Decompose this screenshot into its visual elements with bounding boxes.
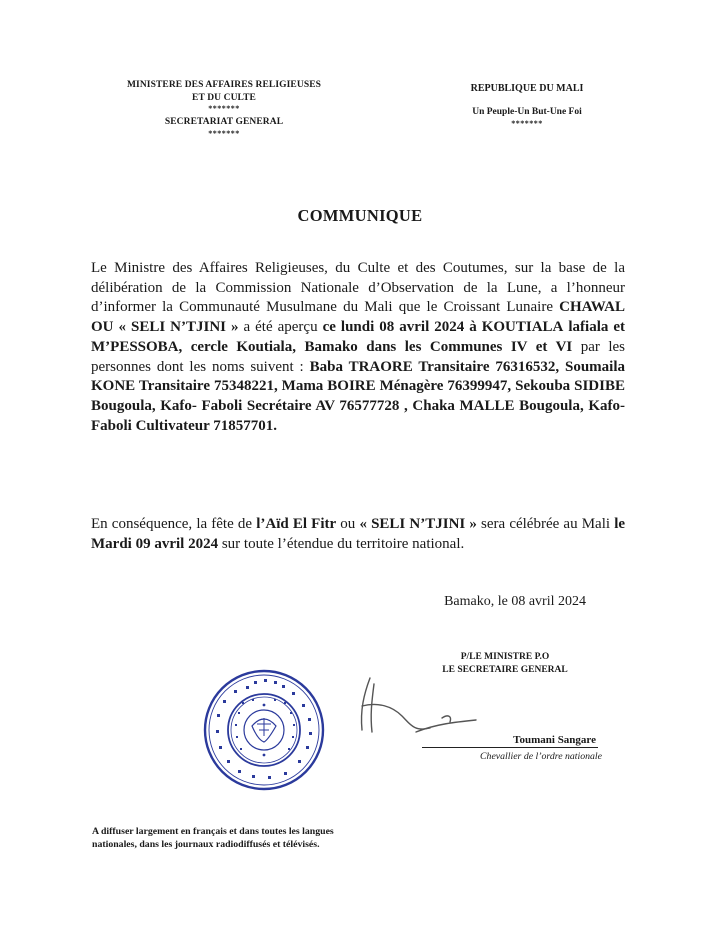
p1-moon-name: CHAWAL OU « SELI N’TJINI » <box>91 299 625 336</box>
p1-persons-list: Baba TRAORE Transitaire 76316532, Soumaila KONE Transitaire 75348221, Mama BOIRE Ménagère 76399947, Sekouba SIDIBE Bougoula, Kafo- Faboli Secrétaire AV 76577728 , Chaka MALLE Bougoula, Kafo- Faboli Cultivateur 71857701. <box>91 358 625 434</box>
motto-stars: ******* <box>511 119 543 128</box>
p2-or: ou <box>340 516 356 532</box>
ministry-name-line1: MINISTERE DES AFFAIRES RELIGIEUSES <box>126 80 322 90</box>
place-and-date: Bamako, le 08 avril 2024 <box>444 594 586 609</box>
republic-header <box>418 82 636 128</box>
republic-name: REPUBLIQUE DU MALI <box>470 83 584 94</box>
official-stamp <box>202 668 326 792</box>
document-title: COMMUNIQUE <box>297 206 423 225</box>
p1-day-place: ce lundi 08 avril 2024 à KOUTIALA <box>322 319 564 336</box>
communique-paragraph-1 <box>91 259 625 436</box>
signatory-line1: P/LE MINISTRE P.O <box>460 652 550 662</box>
distribution-note: A diffuser largement en français et dans toutes les langues nationales, dans les journaux radiodiffusés et télévisés. <box>92 826 334 850</box>
ministry-header <box>78 79 370 138</box>
secretariat-stars: ******* <box>208 128 240 138</box>
signer-distinction: Chevallier de l’ordre nationale <box>480 751 602 762</box>
signature-underline <box>422 747 598 748</box>
p2-feast: l’Aïd El Fitr <box>256 516 337 532</box>
secretariat-label: SECRETARIAT GENERAL <box>164 117 284 128</box>
p1-seen: a été aperçu <box>243 319 318 336</box>
communique-paragraph-2 <box>91 515 625 554</box>
p2-date: le Mardi 09 avril 2024 <box>91 516 626 552</box>
p1-intro: Le Ministre des Affaires Religieuses, du Culte et des Coutumes, sur la base de la délibération de la Commission Nationale d’Observation de la Lune, a l’honneur d’informer la Communauté Musulmane du Mali que le Croissant Lunaire <box>91 260 625 316</box>
ministry-name-line2: ET DU CULTE <box>192 92 256 103</box>
national-motto: Un Peuple-Un But-Une Foi <box>472 107 582 117</box>
signatory-line2: LE SECRETAIRE GENERAL <box>442 665 568 675</box>
ministry-stars: ******* <box>208 104 240 114</box>
p2-end: sur toute l’étendue du territoire national. <box>221 535 465 552</box>
p2-local-name: « SELI N’TJINI » <box>359 516 477 532</box>
p2-celebrated: sera célébrée au Mali <box>481 516 611 532</box>
p2-intro: En conséquence, la fête de <box>91 516 253 532</box>
p1-place-detail: lafiala et M’PESSOBA, cercle Koutiala, Bamako dans les Communes IV et VI <box>91 319 626 355</box>
signer-name: Toumani Sangare <box>513 734 596 746</box>
p1-persons-intro: par les personnes dont les noms suivent : <box>91 338 625 375</box>
